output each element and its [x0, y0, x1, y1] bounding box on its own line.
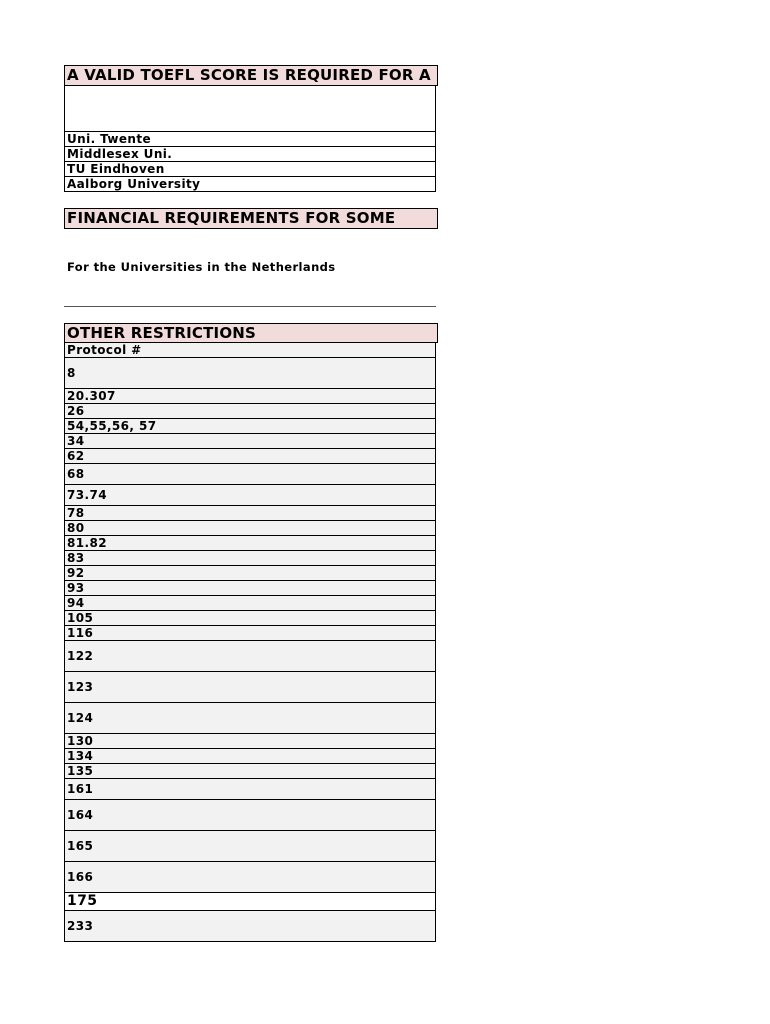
protocol-cell: 164	[65, 800, 436, 831]
protocol-cell: 122	[65, 641, 436, 672]
table-row	[65, 434, 436, 449]
protocol-cell: 62	[65, 449, 436, 464]
protocol-cell: 166	[65, 862, 436, 893]
protocol-cell: 54,55,56, 57	[65, 419, 436, 434]
financial-section-heading: FINANCIAL REQUIREMENTS FOR SOME	[64, 208, 438, 229]
table-row	[65, 626, 436, 641]
table-row	[65, 800, 436, 831]
table-row	[65, 703, 436, 734]
protocol-cell: 165	[65, 831, 436, 862]
table-row	[65, 566, 436, 581]
section-divider	[64, 306, 436, 307]
protocol-cell: 135	[65, 764, 436, 779]
table-row	[65, 506, 436, 521]
table-row	[65, 404, 436, 419]
protocol-cell: 80	[65, 521, 436, 536]
table-row	[65, 779, 436, 800]
table-row	[65, 734, 436, 749]
protocol-cell: 83	[65, 551, 436, 566]
university-cell: Uni. Twente	[65, 132, 436, 147]
table-row	[65, 86, 436, 132]
table-row	[65, 911, 436, 942]
table-row	[65, 177, 436, 192]
table-row	[65, 749, 436, 764]
protocol-cell: 73.74	[65, 485, 436, 506]
protocol-cell: 123	[65, 672, 436, 703]
university-cell: TU Eindhoven	[65, 162, 436, 177]
table-row	[65, 521, 436, 536]
protocol-cell: 26	[65, 404, 436, 419]
protocol-cell: 116	[65, 626, 436, 641]
table-row	[65, 611, 436, 626]
table-header-row	[65, 343, 436, 358]
table-row	[65, 672, 436, 703]
protocol-cell: 92	[65, 566, 436, 581]
table-row	[65, 596, 436, 611]
restrictions-section-heading: OTHER RESTRICTIONS	[64, 323, 438, 343]
table-row	[65, 162, 436, 177]
protocol-cell: 161	[65, 779, 436, 800]
table-row	[65, 764, 436, 779]
protocol-cell: 81.82	[65, 536, 436, 551]
protocol-cell: 124	[65, 703, 436, 734]
university-cell: Aalborg University	[65, 177, 436, 192]
protocol-cell: 78	[65, 506, 436, 521]
table-row	[65, 132, 436, 147]
university-cell: Middlesex Uni.	[65, 147, 436, 162]
protocol-cell: 175	[65, 893, 436, 911]
table-row	[65, 831, 436, 862]
protocol-column-header: Protocol #	[65, 343, 436, 358]
table-row	[65, 358, 436, 389]
table-row	[65, 389, 436, 404]
protocol-cell: 20.307	[65, 389, 436, 404]
toefl-section-heading: A VALID TOEFL SCORE IS REQUIRED FOR A	[64, 65, 438, 86]
empty-cell	[65, 86, 436, 132]
protocol-cell: 93	[65, 581, 436, 596]
financial-note: For the Universities in the Netherlands	[67, 260, 336, 274]
table-row	[65, 551, 436, 566]
protocol-cell: 105	[65, 611, 436, 626]
table-row	[65, 147, 436, 162]
protocol-table	[64, 342, 436, 942]
table-row	[65, 464, 436, 485]
table-row	[65, 862, 436, 893]
protocol-cell: 233	[65, 911, 436, 942]
protocol-cell: 34	[65, 434, 436, 449]
protocol-cell: 134	[65, 749, 436, 764]
table-row	[65, 641, 436, 672]
protocol-cell: 8	[65, 358, 436, 389]
table-row	[65, 536, 436, 551]
table-row	[65, 485, 436, 506]
toefl-university-table	[64, 85, 436, 192]
protocol-cell: 94	[65, 596, 436, 611]
table-row	[65, 419, 436, 434]
table-row	[65, 449, 436, 464]
table-row	[65, 581, 436, 596]
protocol-cell: 68	[65, 464, 436, 485]
table-row	[65, 893, 436, 911]
protocol-cell: 130	[65, 734, 436, 749]
